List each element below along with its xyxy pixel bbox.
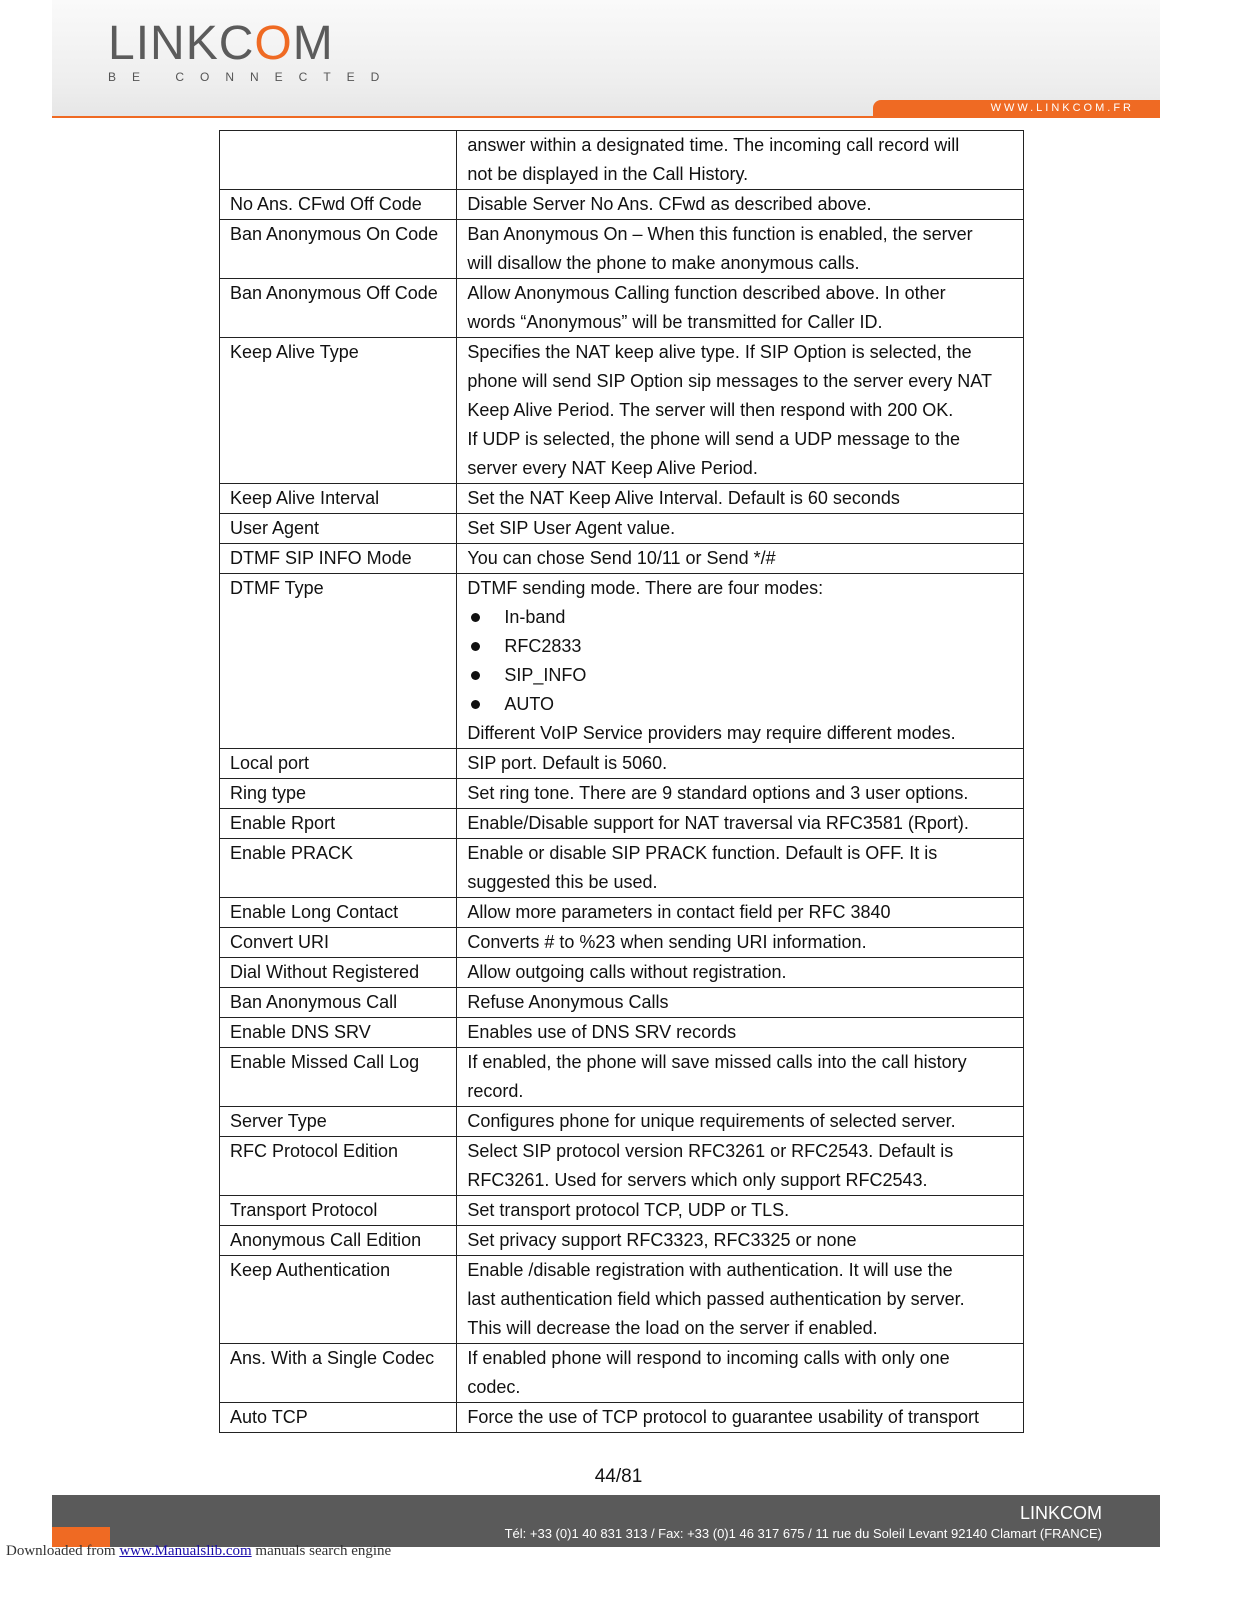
description-line: last authentication field which passed authentication by server. — [467, 1289, 965, 1309]
parameter-description — [457, 1107, 1024, 1137]
parameter-description — [457, 1018, 1024, 1048]
parameter-name: Ban Anonymous On Code — [220, 220, 457, 279]
logo-tagline: BE CONNECTED — [108, 70, 396, 84]
table-row — [220, 958, 1024, 988]
description-line: Enable /disable registration with authentication. It will use the — [467, 1260, 953, 1280]
parameter-description — [457, 898, 1024, 928]
parameters-table-body — [220, 131, 1024, 1433]
parameter-description — [457, 1048, 1024, 1107]
description-line: answer within a designated time. The incoming call record will — [467, 135, 960, 155]
description-line: Set transport protocol TCP, UDP or TLS. — [467, 1200, 790, 1220]
table-row — [220, 1107, 1024, 1137]
table-row — [220, 898, 1024, 928]
parameter-description — [457, 220, 1024, 279]
description-line: Set the NAT Keep Alive Interval. Default is 60 seconds — [467, 488, 900, 508]
table-row — [220, 1403, 1024, 1433]
bullet-text: AUTO — [504, 694, 555, 714]
parameter-description — [457, 988, 1024, 1018]
parameter-name: RFC Protocol Edition — [220, 1137, 457, 1196]
parameter-name: DTMF Type — [220, 574, 457, 749]
description-line: If enabled, the phone will save missed calls into the call history — [467, 1052, 967, 1072]
footer-company: LINKCOM — [1019, 1503, 1102, 1523]
bullet-icon — [471, 700, 480, 709]
description-line: Force the use of TCP protocol to guarantee usability of transport — [467, 1407, 979, 1427]
parameter-name: Local port — [220, 749, 457, 779]
table-row — [220, 484, 1024, 514]
bullet-icon — [471, 613, 480, 622]
table-row — [220, 220, 1024, 279]
parameter-description — [457, 839, 1024, 898]
parameters-table — [219, 130, 1024, 1433]
description-line: Keep Alive Period. The server will then respond with 200 OK. — [467, 400, 954, 420]
description-line: If enabled phone will respond to incoming calls with only one — [467, 1348, 950, 1368]
parameter-name: Keep Alive Interval — [220, 484, 457, 514]
table-row — [220, 1048, 1024, 1107]
parameter-name: Ans. With a Single Codec — [220, 1344, 457, 1403]
parameter-description — [457, 809, 1024, 839]
bullet-icon — [471, 642, 480, 651]
parameter-description — [457, 131, 1024, 190]
page-footer — [52, 1495, 1160, 1547]
parameter-description — [457, 544, 1024, 574]
footer-contact: Tél: +33 (0)1 40 831 313 / Fax: +33 (0)1 46 317 675 / 11 rue du Soleil Levant 92140 Clamart (FRANCE) — [504, 1526, 1102, 1541]
parameter-description — [457, 779, 1024, 809]
table-row — [220, 544, 1024, 574]
parameter-name: Transport Protocol — [220, 1196, 457, 1226]
description-line: Set ring tone. There are 9 standard options and 3 user options. — [467, 783, 969, 803]
table-row — [220, 1196, 1024, 1226]
bullet-text: RFC2833 — [504, 636, 582, 656]
parameter-name: No Ans. CFwd Off Code — [220, 190, 457, 220]
description-line: You can chose Send 10/11 or Send */# — [467, 548, 776, 568]
parameter-name: Anonymous Call Edition — [220, 1226, 457, 1256]
parameter-name: Enable DNS SRV — [220, 1018, 457, 1048]
parameter-description — [457, 1137, 1024, 1196]
bullet-item — [467, 690, 1013, 719]
parameter-description — [457, 1344, 1024, 1403]
parameter-name: Server Type — [220, 1107, 457, 1137]
parameter-description — [457, 1403, 1024, 1433]
bullet-icon — [471, 671, 480, 680]
description-line: Enables use of DNS SRV records — [467, 1022, 737, 1042]
parameter-name: Ban Anonymous Off Code — [220, 279, 457, 338]
description-line: Converts # to %23 when sending URI information. — [467, 932, 867, 952]
manualslib-link[interactable]: www.Manualslib.com — [119, 1543, 252, 1559]
description-line: If UDP is selected, the phone will send a UDP message to the — [467, 429, 960, 449]
description-line: Configures phone for unique requirements of selected server. — [467, 1111, 956, 1131]
parameter-name: Enable Rport — [220, 809, 457, 839]
description-line: RFC3261. Used for servers which only support RFC2543. — [467, 1170, 928, 1190]
parameter-name: Enable PRACK — [220, 839, 457, 898]
table-row — [220, 779, 1024, 809]
description-line: Disable Server No Ans. CFwd as described above. — [467, 194, 872, 214]
table-row — [220, 988, 1024, 1018]
parameter-description — [457, 928, 1024, 958]
description-line: Allow more parameters in contact field per RFC 3840 — [467, 902, 891, 922]
table-row — [220, 279, 1024, 338]
parameter-name: Enable Long Contact — [220, 898, 457, 928]
parameter-description — [457, 1256, 1024, 1344]
description-line: server every NAT Keep Alive Period. — [467, 458, 758, 478]
bullet-text: In-band — [504, 607, 566, 627]
description-line: Different VoIP Service providers may require different modes. — [467, 723, 956, 743]
table-row — [220, 1256, 1024, 1344]
company-logo: LINKCOM — [108, 17, 334, 70]
parameter-name: Keep Authentication — [220, 1256, 457, 1344]
website-url: WWW.LINKCOM.FR — [990, 102, 1134, 114]
description-line: Set SIP User Agent value. — [467, 518, 676, 538]
table-row — [220, 338, 1024, 484]
description-line: Specifies the NAT keep alive type. If SIP Option is selected, the — [467, 342, 972, 362]
parameter-description — [457, 574, 1024, 749]
parameter-description — [457, 279, 1024, 338]
parameter-description — [457, 1196, 1024, 1226]
table-row — [220, 190, 1024, 220]
parameter-name: DTMF SIP INFO Mode — [220, 544, 457, 574]
bullet-item — [467, 632, 1013, 661]
parameter-description — [457, 338, 1024, 484]
description-line: SIP port. Default is 5060. — [467, 753, 668, 773]
parameter-name — [220, 131, 457, 190]
description-line: will disallow the phone to make anonymous calls. — [467, 253, 860, 273]
table-row — [220, 749, 1024, 779]
description-line: Select SIP protocol version RFC3261 or RFC2543. Default is — [467, 1141, 954, 1161]
description-line: record. — [467, 1081, 524, 1101]
parameter-name: Ban Anonymous Call — [220, 988, 457, 1018]
page-number: 44/81 — [594, 1466, 643, 1487]
parameter-description — [457, 958, 1024, 988]
description-line: codec. — [467, 1377, 521, 1397]
parameter-name: Dial Without Registered — [220, 958, 457, 988]
description-line: words “Anonymous” will be transmitted for Caller ID. — [467, 312, 883, 332]
table-row — [220, 514, 1024, 544]
parameter-name: Ring type — [220, 779, 457, 809]
description-line: phone will send SIP Option sip messages to the server every NAT — [467, 371, 992, 391]
parameter-name: User Agent — [220, 514, 457, 544]
table-row — [220, 131, 1024, 190]
description-line: Enable or disable SIP PRACK function. Default is OFF. It is — [467, 843, 938, 863]
parameter-description — [457, 749, 1024, 779]
parameter-name: Enable Missed Call Log — [220, 1048, 457, 1107]
parameter-name: Auto TCP — [220, 1403, 457, 1433]
parameter-description — [457, 190, 1024, 220]
parameter-name: Keep Alive Type — [220, 338, 457, 484]
table-row — [220, 574, 1024, 749]
parameter-description — [457, 514, 1024, 544]
header-divider — [52, 116, 1160, 118]
description-line: Allow outgoing calls without registration. — [467, 962, 787, 982]
parameter-description — [457, 1226, 1024, 1256]
parameter-description — [457, 484, 1024, 514]
bullet-item — [467, 603, 1013, 632]
table-row — [220, 839, 1024, 898]
table-row — [220, 1137, 1024, 1196]
bullet-item — [467, 661, 1013, 690]
table-row — [220, 928, 1024, 958]
bullet-text: SIP_INFO — [504, 665, 587, 685]
parameter-name: Convert URI — [220, 928, 457, 958]
description-line: not be displayed in the Call History. — [467, 164, 749, 184]
description-line: Ban Anonymous On – When this function is enabled, the server — [467, 224, 973, 244]
description-line: DTMF sending mode. There are four modes: — [467, 578, 824, 598]
table-row — [220, 1226, 1024, 1256]
description-line: Refuse Anonymous Calls — [467, 992, 669, 1012]
description-line: This will decrease the load on the server if enabled. — [467, 1318, 878, 1338]
table-row — [220, 1344, 1024, 1403]
description-line: Enable/Disable support for NAT traversal via RFC3581 (Rport). — [467, 813, 969, 833]
table-row — [220, 1018, 1024, 1048]
description-line: Allow Anonymous Calling function described above. In other — [467, 283, 946, 303]
description-line: Set privacy support RFC3323, RFC3325 or none — [467, 1230, 857, 1250]
table-row — [220, 809, 1024, 839]
description-line: suggested this be used. — [467, 872, 658, 892]
download-note: Downloaded from www.Manualslib.com manuals search engine — [6, 1543, 392, 1559]
